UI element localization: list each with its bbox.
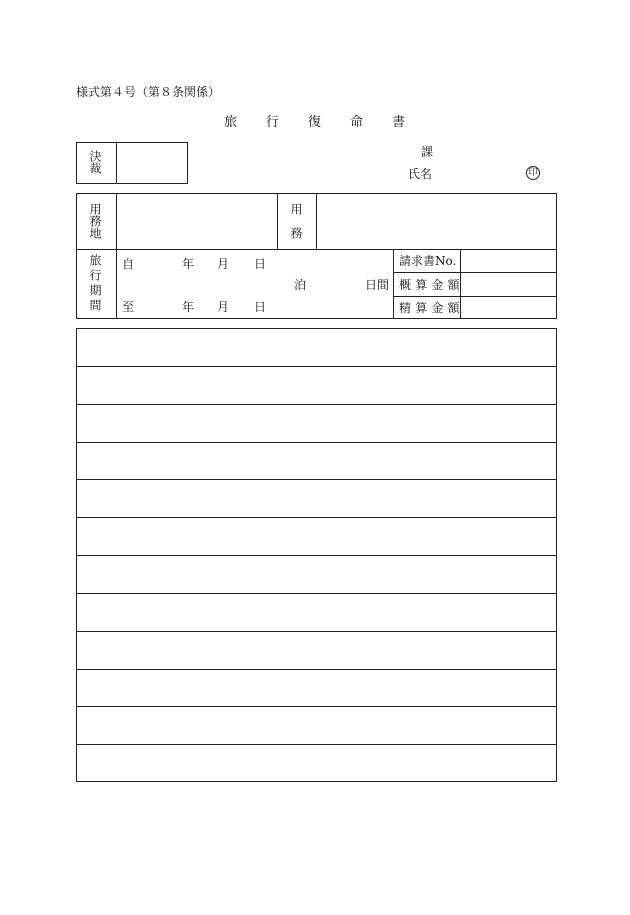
report-line[interactable] (77, 707, 556, 743)
approval-label: 決裁 (88, 150, 102, 174)
name-label: 氏名 (408, 167, 433, 181)
purpose-label: 用務 (289, 203, 303, 251)
report-line[interactable] (77, 594, 556, 630)
form-number: 様式第４号（第８条関係） (76, 85, 221, 99)
document-title (224, 116, 412, 129)
report-line[interactable] (77, 329, 556, 365)
from-year-unit: 年 (182, 257, 195, 271)
settlement-amount-field[interactable] (461, 297, 556, 318)
from-day-unit: 日 (254, 257, 267, 271)
estimate-amount-field[interactable] (461, 273, 556, 295)
to-year-unit: 年 (182, 300, 195, 314)
seal-mark: 印 (526, 166, 540, 180)
report-line[interactable] (77, 480, 556, 516)
travel-period-label: 旅行期間 (88, 254, 102, 314)
claim-number-field[interactable] (461, 250, 556, 271)
report-line[interactable] (77, 518, 556, 554)
report-line[interactable] (77, 443, 556, 479)
to-month-unit: 月 (217, 300, 230, 314)
title-char: 復 (308, 115, 322, 130)
claim-number-label: 請求書No. (399, 254, 457, 268)
title-char: 旅 (224, 115, 238, 130)
days-unit: 日間 (365, 278, 390, 292)
destination-field[interactable] (117, 194, 276, 248)
title-char: 行 (266, 115, 280, 130)
to-marker: 至 (122, 300, 135, 314)
title-char: 書 (392, 115, 406, 130)
destination-label: 用務地 (88, 203, 102, 239)
report-line[interactable] (77, 556, 556, 592)
report-line[interactable] (77, 745, 556, 781)
section-label: 課 (421, 145, 434, 159)
title-char: 命 (350, 115, 364, 130)
report-line[interactable] (77, 367, 556, 403)
estimate-amount-label: 概算金額 (399, 278, 464, 292)
report-line[interactable] (77, 632, 556, 668)
settlement-amount-label: 精算金額 (399, 301, 464, 315)
nights-unit: 泊 (294, 278, 307, 292)
from-marker: 自 (122, 257, 135, 271)
purpose-field[interactable] (317, 194, 556, 248)
name-field[interactable] (436, 164, 520, 182)
approval-stamp-field[interactable] (117, 143, 187, 183)
report-line[interactable] (77, 405, 556, 441)
from-month-unit: 月 (217, 257, 230, 271)
report-line[interactable] (77, 670, 556, 706)
to-day-unit: 日 (254, 300, 267, 314)
